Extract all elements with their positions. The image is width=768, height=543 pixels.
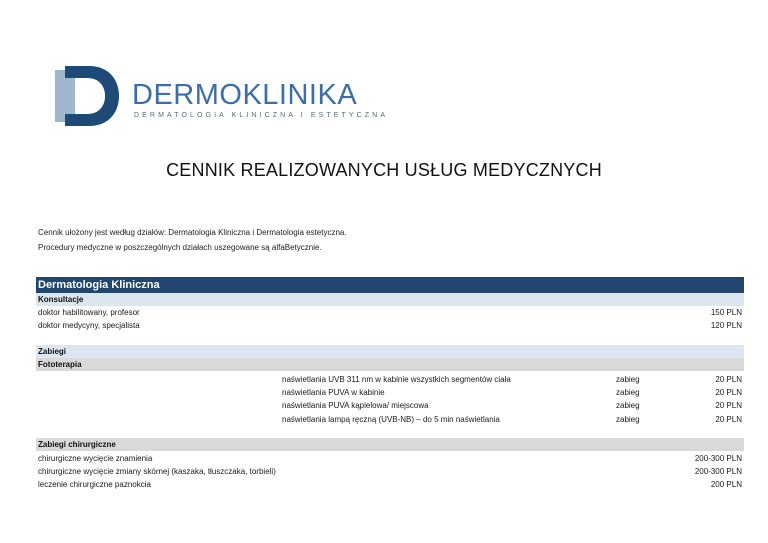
service-name: naświetlania UVB 311 nm w kabinie wszystkich segmentów ciała	[282, 375, 511, 384]
price-row	[36, 452, 744, 465]
service-name: chirurgiczne wycięcie znamienia	[38, 454, 153, 463]
subsection-zabiegi: Zabiegi	[36, 345, 744, 358]
intro-line: Cennik ułożony jest według działów: Dermatologia Kliniczna i Dermatologia estetyczna.	[38, 228, 347, 237]
service-price: 120 PLN	[710, 321, 742, 330]
section-header: Dermatologia Kliniczna	[36, 277, 744, 293]
service-unit: zabieg	[616, 401, 640, 410]
price-row	[36, 373, 744, 386]
service-price: 20 PLN	[715, 415, 742, 424]
service-price: 200-300 PLN	[694, 467, 742, 476]
service-name: chirurgiczne wycięcie zmiany skórnej (kaszaka, tłuszczaka, torbieli)	[38, 467, 276, 476]
logo-tagline: DERMATOLOGIA KLINICZNA I ESTETYCZNA	[134, 112, 389, 119]
subsection-fototerapia: Fototerapia	[36, 358, 744, 371]
intro-line: Procedury medyczne w poszczególnych działach uszegowane są alfaBetycznie.	[38, 243, 322, 252]
service-price: 20 PLN	[715, 401, 742, 410]
price-row	[36, 465, 744, 478]
price-row	[36, 399, 744, 412]
service-name: naświetlania lampą ręczną (UVB-NB) – do 5 min naświetlania	[282, 415, 500, 424]
intro-text	[38, 225, 347, 255]
price-row	[36, 306, 744, 319]
price-row	[36, 386, 744, 399]
service-unit: zabieg	[616, 388, 640, 397]
clinic-logo	[55, 66, 389, 126]
service-name: naświetlania PUVA w kabinie	[282, 388, 385, 397]
price-row	[36, 478, 744, 491]
page-title: CENNIK REALIZOWANYCH USŁUG MEDYCZNYCH	[166, 160, 602, 180]
subsection-chirurgiczne: Zabiegi chirurgiczne	[36, 438, 744, 451]
service-price: 150 PLN	[710, 308, 742, 317]
service-price: 20 PLN	[715, 375, 742, 384]
price-row	[36, 319, 744, 332]
subsection-konsultacje: Konsultacje	[36, 293, 744, 306]
logo-name: DERMOKLINIKA	[132, 79, 358, 111]
price-row	[36, 413, 744, 426]
service-name: doktor medycyny, specjalista	[38, 321, 140, 330]
service-price: 200 PLN	[710, 480, 742, 489]
service-name: naświetlania PUVA kąpielowa/ miejscowa	[282, 401, 429, 410]
service-unit: zabieg	[616, 375, 640, 384]
logo-mark-icon	[55, 66, 119, 126]
service-price: 20 PLN	[715, 388, 742, 397]
service-name: doktor habilitowany, profesor	[38, 308, 140, 317]
service-name: leczenie chirurgiczne paznokcia	[38, 480, 151, 489]
service-price: 200-300 PLN	[694, 454, 742, 463]
service-unit: zabieg	[616, 415, 640, 424]
